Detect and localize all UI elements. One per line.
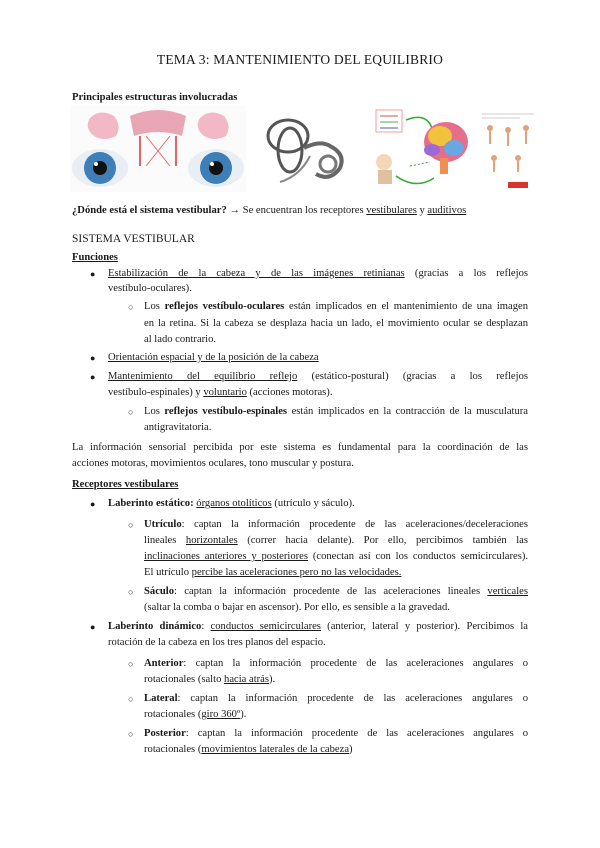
laberinto-dinamico-line-2: rotación de la cabeza en los tres planos del espacio.	[108, 637, 326, 648]
inner-ear-diagram-icon	[260, 106, 356, 192]
saculo-line-1	[144, 584, 528, 599]
anterior-line-2-a: rotacionales (salto	[144, 674, 225, 685]
sub-1-line-1	[144, 299, 528, 314]
funcion-item-1-underlined: Estabilización de la cabeza y de las imágenes retinianas	[108, 268, 405, 279]
saculo-line-2: (saltar la comba o bajar en ascensor). Por ello, es sensible a la gravedad.	[144, 602, 450, 613]
utriculo-percibe: percibe las aceleraciones pero no las velocidades.	[191, 567, 402, 578]
utriculo-line-1	[144, 517, 528, 532]
laberinto-dinamico-line-1	[108, 619, 528, 634]
funcion-item-3-line-2-b: (acciones motoras).	[246, 387, 333, 398]
balance-figures-diagram-icon	[480, 106, 536, 192]
question-bold: ¿Dónde está el sistema vestibular?	[72, 205, 227, 216]
section-title: SISTEMA VESTIBULAR	[72, 233, 195, 245]
funcion-item-3-rest: (estático-postural) (gracias a los reflejos	[297, 371, 528, 382]
utriculo-line-4	[144, 565, 401, 580]
sub-1-line-3: al lado contrario.	[144, 334, 217, 345]
lateral-giro: giro 360º	[201, 709, 241, 720]
funcion-item-3-line-2-a: vestíbulo-espinales) y	[108, 387, 204, 398]
saculo-verticales: verticales	[487, 586, 528, 597]
laberinto-dinamico-colon: :	[201, 621, 211, 632]
vestibular-pathway-diagram-icon	[370, 106, 470, 192]
sub-1-line-2: en la retina. Si la cabeza se desplaza hacia un lado, el movimiento ocular se desplazan	[144, 318, 528, 329]
sub-1-rest: están implicados en el mantenimiento de una imagen	[284, 301, 529, 312]
anterior-line-2-b: ).	[269, 674, 276, 685]
laberinto-estatico	[108, 496, 355, 511]
funcion-item-3-line-2	[108, 385, 332, 400]
conductos-semicirculares: conductos semicirculares	[210, 621, 321, 632]
posterior-line-1-text: : captan la información procedente de las aceleraciones angulares o	[185, 728, 528, 739]
question-y: y	[416, 205, 428, 216]
sub-3-pre: Los	[144, 406, 165, 417]
anterior-line-1-text: : captan la información procedente de las aceleraciones angulares o	[183, 658, 528, 669]
circle-bullet-icon: ○	[128, 659, 134, 669]
lateral-bold: Lateral	[144, 693, 178, 704]
lateral-line-1-text: : captan la información procedente de las aceleraciones angulares o	[177, 693, 528, 704]
vestibular-location-question	[72, 203, 466, 218]
page-title: TEMA 3: MANTENIMIENTO DEL EQUILIBRIO	[156, 52, 444, 67]
question-word-auditivos: auditivos	[427, 205, 467, 216]
eyes-brain-diagram-icon	[70, 106, 246, 192]
organos-otoliticos: órganos otolíticos	[196, 498, 272, 509]
sub-3-bold: reflejos vestíbulo-espinales	[164, 406, 288, 417]
laberinto-dinamico-rest: (anterior, lateral y posterior). Percibimos la	[320, 621, 528, 632]
anterior-line-1	[144, 656, 528, 671]
posterior-movimientos: movimientos laterales de la cabeza	[201, 744, 350, 755]
laberinto-estatico-bold: Laberinto estático:	[108, 498, 194, 509]
utriculo-horizontales: horizontales	[185, 535, 238, 546]
funcion-item-1-line-2: vestíbulo-oculares).	[108, 283, 192, 294]
funciones-heading: Funciones	[72, 252, 118, 263]
sub-3-line-2: antigravitatoria.	[144, 422, 212, 433]
sub-1-pre: Los	[144, 301, 165, 312]
anterior-line-2	[144, 672, 275, 687]
funcion-item-3-line-1	[108, 369, 528, 384]
funcion-item-1-line-1	[108, 266, 528, 281]
saculo-line-1-text: : captan la información procedente de las aceleraciones lineales	[174, 586, 488, 597]
saculo-bold: Sáculo	[144, 586, 175, 597]
info-paragraph-line-1: La información sensorial percibida por este sistema es fundamental para la coordinación de las	[72, 442, 528, 453]
utriculo-line-2-a: lineales	[144, 535, 186, 546]
laberinto-estatico-rest: (utrículo y sáculo).	[271, 498, 355, 509]
circle-bullet-icon: ○	[128, 520, 134, 530]
anterior-bold: Anterior	[144, 658, 184, 669]
question-arrow-text: → Se encuentran los receptores	[226, 205, 367, 216]
posterior-bold: Posterior	[144, 728, 186, 739]
bullet-icon: ●	[90, 372, 96, 382]
utriculo-line-3-b: (conectan así con los conductos semicirculares).	[308, 551, 529, 562]
funcion-item-3-underlined: Mantenimiento del equilibrio reflejo	[108, 371, 298, 382]
circle-bullet-icon: ○	[128, 694, 134, 704]
lateral-line-2-b: ).	[240, 709, 247, 720]
info-paragraph-line-2: acciones motoras, movimientos oculares, tono muscular y postura.	[72, 458, 354, 469]
sub-3-line-1	[144, 404, 528, 419]
receptores-heading: Receptores vestibulares	[72, 479, 179, 490]
bullet-icon: ●	[90, 622, 96, 632]
lateral-line-2-a: rotacionales (	[144, 709, 202, 720]
bullet-icon: ●	[90, 269, 96, 279]
circle-bullet-icon: ○	[128, 729, 134, 739]
sub-3-rest: están implicados en la contracción de la musculatura	[287, 406, 528, 417]
utriculo-line-4-a: El utrículo	[144, 567, 192, 578]
posterior-line-2	[144, 742, 353, 757]
lateral-line-2	[144, 707, 246, 722]
bullet-icon: ●	[90, 353, 96, 363]
circle-bullet-icon: ○	[128, 302, 134, 312]
figures-strip	[70, 106, 530, 192]
anterior-hacia-atras: hacia atrás	[224, 674, 270, 685]
posterior-line-1	[144, 726, 528, 741]
utriculo-line-3	[144, 549, 528, 564]
utriculo-line-2	[144, 533, 528, 548]
utriculo-bold: Utrículo	[144, 519, 182, 530]
circle-bullet-icon: ○	[128, 407, 134, 417]
funcion-item-2: Orientación espacial y de la posición de la cabeza	[108, 352, 319, 363]
circle-bullet-icon: ○	[128, 587, 134, 597]
sub-1-bold: reflejos vestíbulo-oculares	[164, 301, 285, 312]
lateral-line-1	[144, 691, 528, 706]
utriculo-line-1-text: : captan la información procedente de las aceleraciones/deceleraciones	[181, 519, 528, 530]
laberinto-dinamico-bold: Laberinto dinámico	[108, 621, 202, 632]
funcion-item-3-voluntario: voluntario	[203, 387, 247, 398]
utriculo-inclinaciones: inclinaciones anteriores y posteriores	[144, 551, 308, 562]
posterior-line-2-a: rotacionales (	[144, 744, 202, 755]
bullet-icon: ●	[90, 499, 96, 509]
funcion-item-1-rest: (gracias a los reflejos	[404, 268, 529, 279]
structures-heading: Principales estructuras involucradas	[72, 92, 238, 103]
utriculo-line-2-b: (correr hacia delante). Por ello, percibimos también las	[237, 535, 528, 546]
posterior-line-2-b: )	[349, 744, 353, 755]
question-word-vestibulares: vestibulares	[366, 205, 417, 216]
